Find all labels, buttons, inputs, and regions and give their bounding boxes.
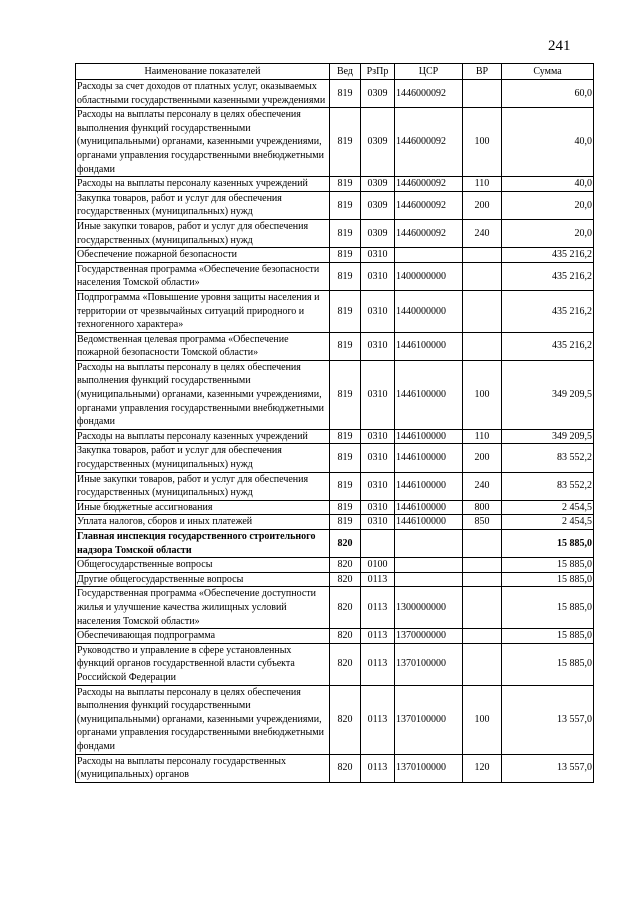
cell-ved: 819 <box>330 219 361 247</box>
cell-vr <box>463 80 502 108</box>
cell-sum: 40,0 <box>502 108 594 177</box>
cell-ved: 819 <box>330 360 361 429</box>
header-ved: Вед <box>330 64 361 80</box>
table-row <box>76 530 594 558</box>
cell-vr: 100 <box>463 360 502 429</box>
cell-csr <box>395 572 463 587</box>
table-row <box>76 219 594 247</box>
cell-vr: 100 <box>463 685 502 754</box>
cell-sum: 40,0 <box>502 177 594 192</box>
cell-vr: 200 <box>463 191 502 219</box>
cell-rzpr: 0310 <box>361 500 395 515</box>
cell-rzpr: 0310 <box>361 429 395 444</box>
cell-sum: 15 885,0 <box>502 587 594 629</box>
cell-name: Руководство и управление в сфере установленных функций органов государственной власти субъекта Российской Федерации <box>76 643 330 685</box>
cell-csr: 1446100000 <box>395 444 463 472</box>
cell-ved: 819 <box>330 472 361 500</box>
cell-sum: 435 216,2 <box>502 248 594 263</box>
cell-name: Государственная программа «Обеспечение доступности жилья и улучшение качества жилищных условий населения Томской области» <box>76 587 330 629</box>
header-csr: ЦСР <box>395 64 463 80</box>
cell-name: Расходы на выплаты персоналу казенных учреждений <box>76 429 330 444</box>
cell-rzpr: 0309 <box>361 177 395 192</box>
header-vr: ВР <box>463 64 502 80</box>
cell-sum: 435 216,2 <box>502 332 594 360</box>
cell-csr: 1446100000 <box>395 429 463 444</box>
cell-vr <box>463 643 502 685</box>
table-row <box>76 754 594 782</box>
header-rzpr: РзПр <box>361 64 395 80</box>
cell-rzpr: 0113 <box>361 572 395 587</box>
cell-csr: 1440000000 <box>395 290 463 332</box>
cell-ved: 819 <box>330 191 361 219</box>
cell-sum: 83 552,2 <box>502 472 594 500</box>
cell-rzpr: 0310 <box>361 248 395 263</box>
table-header-row <box>76 64 594 80</box>
table-row <box>76 629 594 644</box>
cell-vr: 110 <box>463 429 502 444</box>
cell-rzpr: 0309 <box>361 108 395 177</box>
table-row <box>76 429 594 444</box>
cell-name: Государственная программа «Обеспечение безопасности населения Томской области» <box>76 262 330 290</box>
cell-vr <box>463 558 502 573</box>
table-row <box>76 360 594 429</box>
table-row <box>76 177 594 192</box>
cell-sum: 349 209,5 <box>502 360 594 429</box>
cell-ved: 819 <box>330 108 361 177</box>
cell-csr <box>395 530 463 558</box>
table-row <box>76 472 594 500</box>
header-sum: Сумма <box>502 64 594 80</box>
table-row <box>76 515 594 530</box>
cell-name: Общегосударственные вопросы <box>76 558 330 573</box>
cell-csr: 1446100000 <box>395 472 463 500</box>
cell-csr: 1446000092 <box>395 177 463 192</box>
table-row <box>76 80 594 108</box>
cell-vr <box>463 530 502 558</box>
cell-ved: 819 <box>330 500 361 515</box>
cell-sum: 13 557,0 <box>502 754 594 782</box>
cell-ved: 819 <box>330 429 361 444</box>
cell-rzpr: 0113 <box>361 685 395 754</box>
cell-csr: 1370000000 <box>395 629 463 644</box>
page-number: 241 <box>548 38 571 54</box>
cell-ved: 820 <box>330 629 361 644</box>
cell-name: Расходы на выплаты персоналу в целях обеспечения выполнения функций государственными (муниципальными) органами, казенными учреждениями, органами управления государственными внебюджетными фондами <box>76 685 330 754</box>
cell-name: Расходы на выплаты персоналу казенных учреждений <box>76 177 330 192</box>
cell-csr: 1300000000 <box>395 587 463 629</box>
cell-name: Иные бюджетные ассигнования <box>76 500 330 515</box>
cell-rzpr: 0310 <box>361 332 395 360</box>
cell-vr: 800 <box>463 500 502 515</box>
table-row <box>76 643 594 685</box>
table-row <box>76 685 594 754</box>
cell-name: Закупка товаров, работ и услуг для обеспечения государственных (муниципальных) нужд <box>76 444 330 472</box>
cell-csr: 1446000092 <box>395 80 463 108</box>
cell-rzpr: 0113 <box>361 587 395 629</box>
cell-rzpr: 0113 <box>361 754 395 782</box>
cell-sum: 20,0 <box>502 219 594 247</box>
table-row <box>76 290 594 332</box>
cell-name: Расходы на выплаты персоналу в целях обеспечения выполнения функций государственными (муниципальными) органами, казенными учреждениями, органами управления государственными внебюджетными фондами <box>76 360 330 429</box>
table-row <box>76 191 594 219</box>
cell-sum: 15 885,0 <box>502 643 594 685</box>
cell-ved: 819 <box>330 332 361 360</box>
cell-name: Другие общегосударственные вопросы <box>76 572 330 587</box>
cell-rzpr: 0113 <box>361 629 395 644</box>
cell-rzpr: 0309 <box>361 80 395 108</box>
cell-sum: 15 885,0 <box>502 572 594 587</box>
cell-vr: 240 <box>463 219 502 247</box>
cell-name: Обеспечивающая подпрограмма <box>76 629 330 644</box>
cell-sum: 2 454,5 <box>502 515 594 530</box>
cell-sum: 15 885,0 <box>502 629 594 644</box>
table-row <box>76 587 594 629</box>
cell-ved: 820 <box>330 643 361 685</box>
cell-sum: 2 454,5 <box>502 500 594 515</box>
cell-name: Иные закупки товаров, работ и услуг для обеспечения государственных (муниципальных) нужд <box>76 219 330 247</box>
table-row <box>76 500 594 515</box>
cell-rzpr: 0309 <box>361 191 395 219</box>
cell-vr: 850 <box>463 515 502 530</box>
cell-name: Уплата налогов, сборов и иных платежей <box>76 515 330 530</box>
cell-ved: 819 <box>330 248 361 263</box>
cell-csr <box>395 558 463 573</box>
cell-rzpr: 0310 <box>361 262 395 290</box>
cell-name: Подпрограмма «Повышение уровня защиты населения и территории от чрезвычайных ситуаций природного и техногенного характера» <box>76 290 330 332</box>
cell-vr <box>463 629 502 644</box>
cell-rzpr: 0310 <box>361 444 395 472</box>
cell-rzpr: 0310 <box>361 290 395 332</box>
cell-vr <box>463 248 502 263</box>
table-row <box>76 332 594 360</box>
cell-ved: 819 <box>330 177 361 192</box>
cell-sum: 83 552,2 <box>502 444 594 472</box>
cell-sum: 15 885,0 <box>502 558 594 573</box>
cell-rzpr: 0309 <box>361 219 395 247</box>
cell-vr <box>463 290 502 332</box>
cell-rzpr: 0310 <box>361 515 395 530</box>
table-row <box>76 572 594 587</box>
table-row <box>76 108 594 177</box>
cell-csr: 1370100000 <box>395 685 463 754</box>
table-row <box>76 444 594 472</box>
table-row <box>76 558 594 573</box>
cell-sum: 435 216,2 <box>502 290 594 332</box>
table-body <box>76 80 594 783</box>
table-row <box>76 262 594 290</box>
cell-name: Ведомственная целевая программа «Обеспечение пожарной безопасности Томской области» <box>76 332 330 360</box>
cell-csr: 1446100000 <box>395 332 463 360</box>
cell-name: Главная инспекция государственного строительного надзора Томской области <box>76 530 330 558</box>
cell-vr: 110 <box>463 177 502 192</box>
cell-csr: 1370100000 <box>395 754 463 782</box>
header-name: Наименование показателей <box>76 64 330 80</box>
cell-csr: 1446000092 <box>395 191 463 219</box>
cell-csr: 1446100000 <box>395 360 463 429</box>
cell-ved: 820 <box>330 754 361 782</box>
cell-csr: 1446100000 <box>395 515 463 530</box>
cell-rzpr: 0100 <box>361 558 395 573</box>
cell-vr <box>463 332 502 360</box>
cell-vr: 100 <box>463 108 502 177</box>
cell-csr: 1400000000 <box>395 262 463 290</box>
cell-csr: 1446000092 <box>395 108 463 177</box>
cell-name: Расходы на выплаты персоналу в целях обеспечения выполнения функций государственными (муниципальными) органами, казенными учреждениями, органами управления государственными внебюджетными фондами <box>76 108 330 177</box>
cell-vr: 120 <box>463 754 502 782</box>
cell-ved: 819 <box>330 262 361 290</box>
cell-rzpr: 0310 <box>361 472 395 500</box>
cell-vr <box>463 572 502 587</box>
cell-ved: 820 <box>330 558 361 573</box>
cell-sum: 20,0 <box>502 191 594 219</box>
cell-ved: 819 <box>330 290 361 332</box>
cell-name: Закупка товаров, работ и услуг для обеспечения государственных (муниципальных) нужд <box>76 191 330 219</box>
cell-csr <box>395 248 463 263</box>
cell-name: Иные закупки товаров, работ и услуг для обеспечения государственных (муниципальных) нужд <box>76 472 330 500</box>
cell-name: Расходы за счет доходов от платных услуг, оказываемых областными государственными казенными учреждениями <box>76 80 330 108</box>
cell-sum: 13 557,0 <box>502 685 594 754</box>
cell-ved: 820 <box>330 530 361 558</box>
cell-name: Обеспечение пожарной безопасности <box>76 248 330 263</box>
cell-rzpr: 0310 <box>361 360 395 429</box>
cell-csr: 1446100000 <box>395 500 463 515</box>
cell-sum: 349 209,5 <box>502 429 594 444</box>
cell-vr: 240 <box>463 472 502 500</box>
cell-ved: 820 <box>330 685 361 754</box>
cell-vr: 200 <box>463 444 502 472</box>
cell-vr <box>463 587 502 629</box>
cell-ved: 819 <box>330 515 361 530</box>
cell-ved: 819 <box>330 80 361 108</box>
budget-table <box>75 63 594 783</box>
cell-ved: 820 <box>330 587 361 629</box>
cell-csr: 1446000092 <box>395 219 463 247</box>
cell-ved: 819 <box>330 444 361 472</box>
table-row <box>76 248 594 263</box>
cell-csr: 1370100000 <box>395 643 463 685</box>
cell-rzpr <box>361 530 395 558</box>
cell-sum: 15 885,0 <box>502 530 594 558</box>
cell-name: Расходы на выплаты персоналу государственных (муниципальных) органов <box>76 754 330 782</box>
cell-ved: 820 <box>330 572 361 587</box>
cell-sum: 435 216,2 <box>502 262 594 290</box>
cell-vr <box>463 262 502 290</box>
cell-rzpr: 0113 <box>361 643 395 685</box>
cell-sum: 60,0 <box>502 80 594 108</box>
